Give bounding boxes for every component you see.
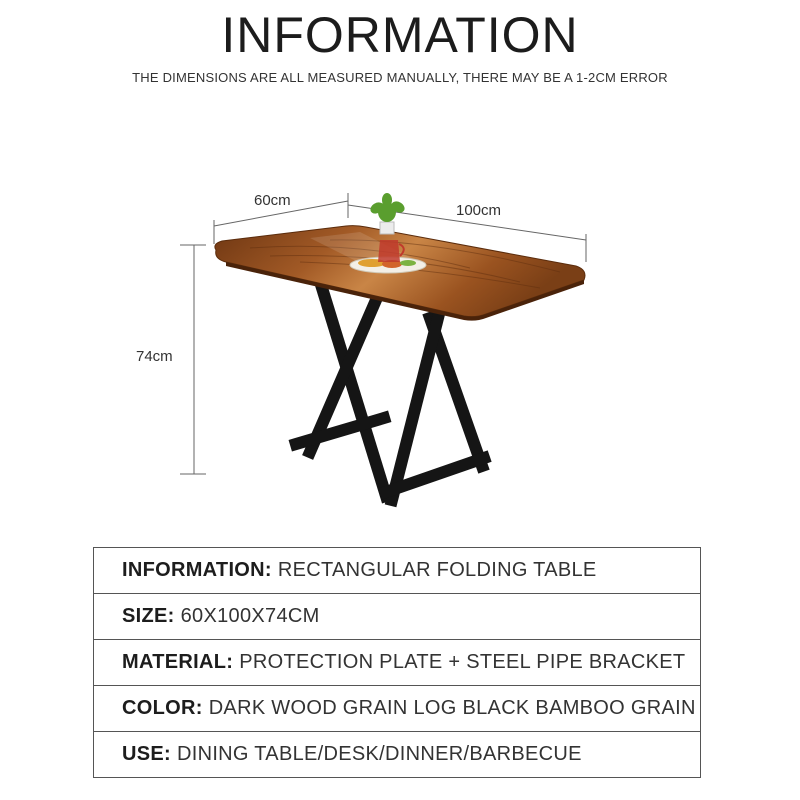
spec-key: COLOR: [122,697,203,719]
spec-value: RECTANGULAR FOLDING TABLE [277,559,597,581]
width-dimension-label: 60cm [254,192,291,209]
spec-key: INFORMATION: [122,559,272,581]
jug [378,240,400,262]
spec-key: MATERIAL: [122,651,234,673]
spec-value: DARK WOOD GRAIN LOG BLACK BAMBOO GRAIN [208,697,696,719]
spec-key: SIZE: [122,605,175,627]
height-dimension-label: 74cm [136,348,173,365]
spec-key: USE: [122,743,171,765]
spec-row-size [93,594,701,640]
spec-row-color [93,686,701,732]
spec-table [93,547,701,778]
spec-value: DINING TABLE/DESK/DINNER/BARBECUE [176,743,582,765]
table-illustration [0,180,800,520]
page-title: INFORMATION [221,7,579,63]
disclaimer-text: THE DIMENSIONS ARE ALL MEASURED MANUALLY, THERE MAY BE A 1-2CM ERROR [132,70,668,85]
steel-legs [296,288,484,500]
spec-row-material [93,640,701,686]
spec-row-information [93,548,701,594]
plant-pot [380,222,394,234]
length-dimension-label: 100cm [456,202,502,219]
spec-value: PROTECTION PLATE + STEEL PIPE BRACKET [239,651,686,673]
plant [368,193,406,222]
folding-table-image [0,180,800,520]
spec-value: 60X100X74CM [180,605,320,627]
spec-row-use [93,732,701,778]
